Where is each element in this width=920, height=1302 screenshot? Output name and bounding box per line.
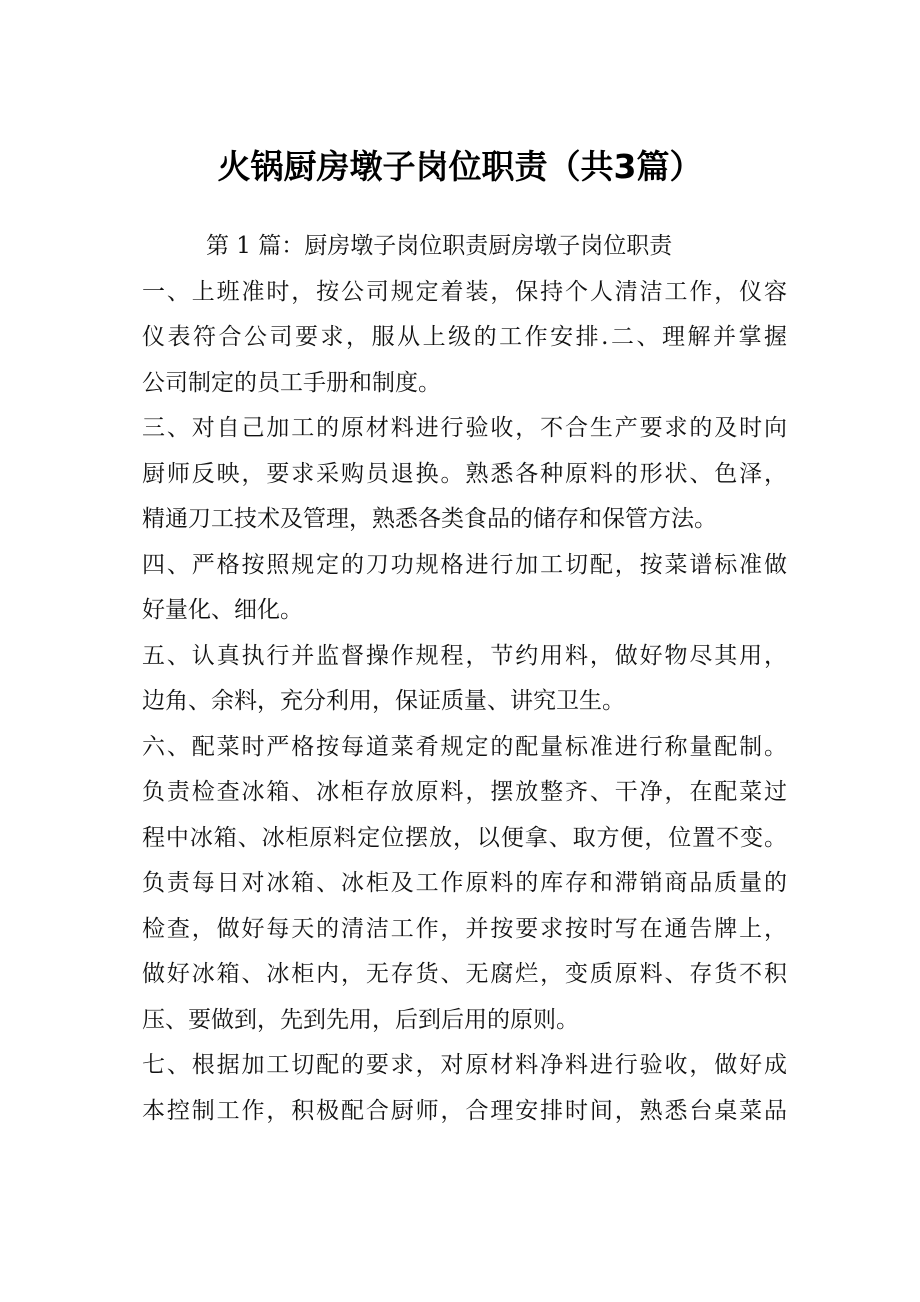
body-line: 三、对自己加工的原材料进行验收，不合生产要求的及时向 xyxy=(142,415,787,441)
body-line: 好量化、细化。 xyxy=(142,597,303,623)
body-line: 七、根据加工切配的要求，对原材料净料进行验收，做好成 xyxy=(142,1052,787,1078)
document-title: 火锅厨房墩子岗位职责（共3篇） xyxy=(217,147,703,186)
body-line: 仪表符合公司要求，服从上级的工作安排.二、理解并掌握 xyxy=(142,324,787,350)
body-line: 厨师反映，要求采购员退换。熟悉各种原料的形状、色泽， xyxy=(142,460,787,487)
body-line: 五、认真执行并监督操作规程，节约用料，做好物尽其用， xyxy=(142,642,787,669)
body-line: 负责检查冰箱、冰柜存放原料，摆放整齐、干净，在配菜过 xyxy=(142,779,787,805)
body-line: 压、要做到，先到先用，后到后用的原则。 xyxy=(142,1006,579,1033)
section-heading: 第 1 篇：厨房墩子岗位职责厨房墩子岗位职责 xyxy=(206,233,673,259)
body-line: 程中冰箱、冰柜原料定位摆放，以便拿、取方便，位置不变。 xyxy=(142,824,787,851)
body-line: 检查，做好每天的清洁工作，并按要求按时写在通告牌上， xyxy=(142,915,787,942)
body-line: 一、上班准时，按公司规定着装，保持个人清洁工作，仪容 xyxy=(142,278,787,305)
body-line: 四、严格按照规定的刀功规格进行加工切配，按菜谱标准做 xyxy=(142,551,787,578)
body-line: 本控制工作，积极配合厨师，合理安排时间，熟悉台桌菜品 xyxy=(142,1097,787,1124)
body-line: 边角、余料，充分利用，保证质量、讲究卫生。 xyxy=(142,688,625,714)
body-line: 做好冰箱、冰柜内，无存货、无腐烂，变质原料、存货不积 xyxy=(142,961,787,987)
body-line: 公司制定的员工手册和制度。 xyxy=(142,369,441,396)
document-body xyxy=(142,224,787,1134)
body-line: 负责每日对冰箱、冰柜及工作原料的库存和滞销商品质量的 xyxy=(142,870,787,896)
body-line: 精通刀工技术及管理，熟悉各类食品的储存和保管方法。 xyxy=(142,506,717,532)
body-line: 六、配菜时严格按每道菜肴规定的配量标准进行称量配制。 xyxy=(142,733,787,760)
